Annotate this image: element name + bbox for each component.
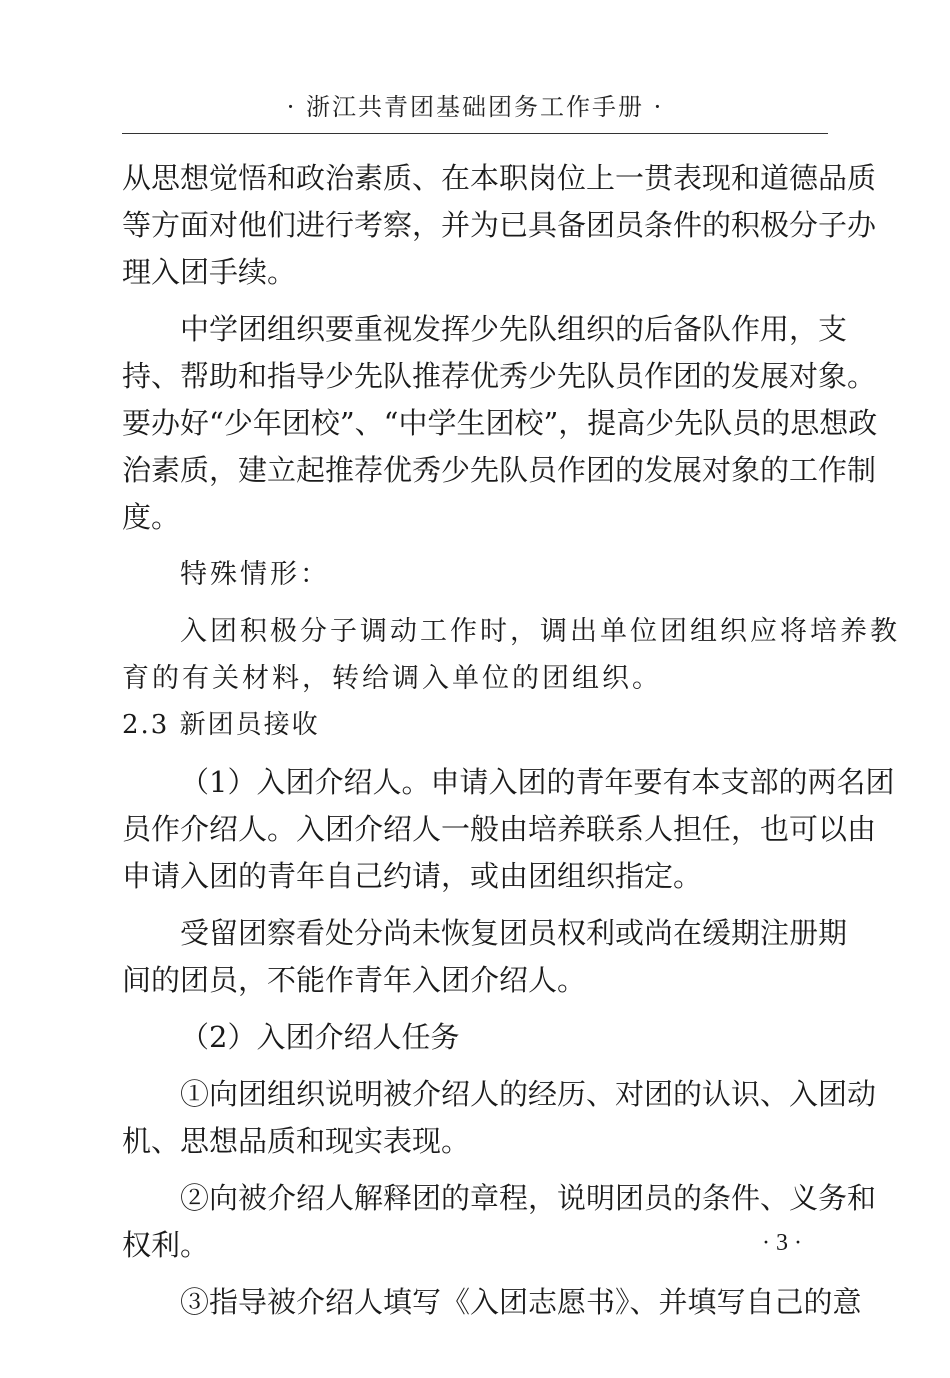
text-line: 理入团手续。 xyxy=(122,255,297,289)
paragraph-introducer-restriction xyxy=(122,910,848,1004)
paragraph-task-3 xyxy=(122,1279,862,1326)
paragraph-young-pioneers xyxy=(122,306,878,541)
text-line: 要办好“少年团校”、“中学生团校”，提高少先队员的思想政 xyxy=(122,406,878,440)
text-line: 育的有关材料，转给调入单位的团组织。 xyxy=(122,663,662,694)
text-line: （2）入团介绍人任务 xyxy=(180,1020,460,1054)
section-heading-2-3 xyxy=(122,702,828,749)
paragraph-task-1 xyxy=(122,1071,877,1165)
text-line: （1）入团介绍人。申请入团的青年要有本支部的两名团 xyxy=(180,765,895,799)
text-line: 申请入团的青年自己约请，或由团组织指定。 xyxy=(122,859,703,893)
text-line: 权利。 xyxy=(122,1228,210,1262)
paragraph-selection-criteria xyxy=(122,155,877,296)
text-line: ③指导被介绍人填写《入团志愿书》、并填写自己的意 xyxy=(180,1285,862,1319)
paragraph-special-cases-label xyxy=(122,551,828,598)
text-line: 治素质，建立起推荐优秀少先队员作团的发展对象的工作制 xyxy=(122,453,877,487)
paragraph-introducer-tasks-heading xyxy=(122,1014,828,1061)
paragraph-introducer xyxy=(122,759,895,900)
document-body xyxy=(122,155,900,1326)
text-line: ②向被介绍人解释团的章程，说明团员的条件、义务和 xyxy=(180,1181,877,1215)
section-heading: 2.3 新团员接收 xyxy=(122,710,320,740)
text-line: 间的团员，不能作青年入团介绍人。 xyxy=(122,963,587,997)
text-line: 持、帮助和指导少先队推荐优秀少先队员作团的发展对象。 xyxy=(122,359,877,393)
text-line: ①向团组织说明被介绍人的经历、对团的认识、入团动 xyxy=(180,1077,877,1111)
text-line: 员作介绍人。入团介绍人一般由培养联系人担任，也可以由 xyxy=(122,812,877,846)
text-line: 度。 xyxy=(122,500,181,534)
running-header: · 浙江共青团基础团务工作手册 · xyxy=(286,93,664,121)
text-line: 入团积极分子调动工作时，调出单位团组织应将培养教 xyxy=(180,616,900,647)
paragraph-task-2 xyxy=(122,1175,877,1269)
page-number: · 3 · xyxy=(762,1230,802,1256)
text-line: 受留团察看处分尚未恢复团员权利或尚在缓期注册期 xyxy=(180,916,848,950)
text-line: 特殊情形： xyxy=(180,559,330,590)
header-rule xyxy=(122,133,828,134)
text-line: 等方面对他们进行考察，并为已具备团员条件的积极分子办 xyxy=(122,208,877,242)
text-line: 从思想觉悟和政治素质、在本职岗位上一贯表现和道德品质 xyxy=(122,161,877,195)
paragraph-transfer xyxy=(122,608,900,702)
text-line: 中学团组织要重视发挥少先队组织的后备队作用，支 xyxy=(180,312,848,346)
text-line: 机、思想品质和现实表现。 xyxy=(122,1124,471,1158)
